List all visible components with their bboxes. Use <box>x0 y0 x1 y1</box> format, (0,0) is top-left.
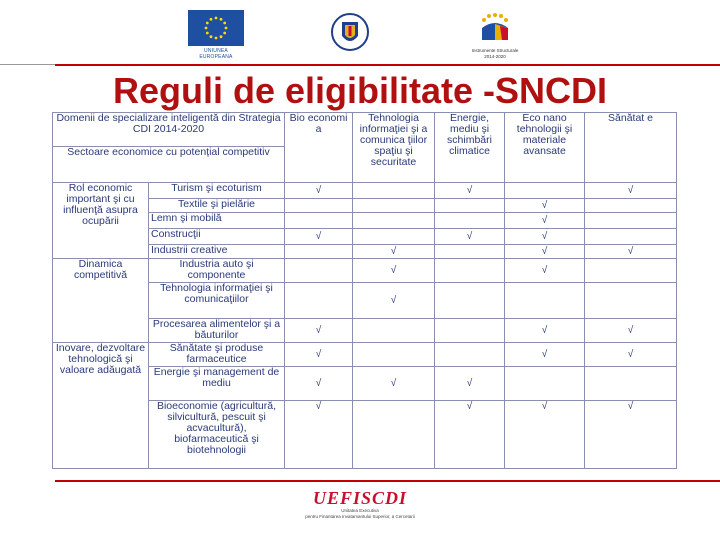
sector-cell: Textile şi pielărie <box>149 199 285 213</box>
eu-logo <box>188 10 244 58</box>
mark-cell <box>353 183 435 199</box>
mark-cell: √ <box>353 367 435 401</box>
group-label: Inovare, dezvoltare tehnologică şi valoare adăugată <box>53 343 149 469</box>
mark-cell <box>353 319 435 343</box>
mark-cell <box>353 229 435 245</box>
mark-cell <box>435 213 505 229</box>
mark-cell <box>435 199 505 213</box>
uefiscdi-caption-1: Unitatea Executiva <box>341 508 379 513</box>
header-health: Sănătat e <box>585 113 677 183</box>
header-sectors: Sectoare economice cu potențial competitiv <box>53 147 285 183</box>
mark-cell: √ <box>585 343 677 367</box>
mark-cell: √ <box>505 199 585 213</box>
sector-cell: Industria auto şi componente <box>149 259 285 283</box>
mark-cell <box>505 283 585 319</box>
mark-cell: √ <box>585 401 677 469</box>
mark-cell <box>585 229 677 245</box>
mark-cell: √ <box>435 183 505 199</box>
table-row <box>53 343 677 367</box>
table-row <box>53 259 677 283</box>
eu-flag-icon <box>188 10 244 46</box>
header-eco-nano: Eco nano tehnologii şi materiale avansate <box>505 113 585 183</box>
sector-cell: Energie şi management de mediu <box>149 367 285 401</box>
mark-cell <box>585 259 677 283</box>
mark-cell <box>505 183 585 199</box>
mark-cell: √ <box>505 343 585 367</box>
mark-cell: √ <box>435 229 505 245</box>
mark-cell: √ <box>505 213 585 229</box>
mark-cell <box>435 245 505 259</box>
mark-cell: √ <box>353 283 435 319</box>
group-label: Dinamica competitivă <box>53 259 149 343</box>
mark-cell <box>585 213 677 229</box>
mark-cell <box>353 343 435 367</box>
mark-cell: √ <box>585 183 677 199</box>
footer-divider <box>55 480 720 482</box>
header-domains: Domenii de specializare inteligentă din Strategia CDI 2014-2020 <box>53 113 285 147</box>
sector-cell: Sănătate şi produse farmaceutice <box>149 343 285 367</box>
structural-instruments-caption: Instrumente Structurale <box>471 48 519 53</box>
structural-instruments-logo <box>462 10 528 58</box>
table-row <box>53 183 677 199</box>
mark-cell: √ <box>285 183 353 199</box>
mark-cell <box>285 259 353 283</box>
mark-cell <box>585 283 677 319</box>
mark-cell: √ <box>505 245 585 259</box>
mark-cell <box>435 343 505 367</box>
mark-cell: √ <box>505 229 585 245</box>
uefiscdi-caption-2: pentru Finantarea Invatamantului Superior, a Cercetarii <box>305 514 415 519</box>
mark-cell: √ <box>285 319 353 343</box>
eligibility-table <box>52 112 677 469</box>
mark-cell: √ <box>285 229 353 245</box>
table-header-row <box>53 113 677 147</box>
mark-cell <box>435 259 505 283</box>
mark-cell: √ <box>353 245 435 259</box>
mark-cell <box>435 319 505 343</box>
mark-cell <box>353 401 435 469</box>
sector-cell: Turism şi ecoturism <box>149 183 285 199</box>
eu-stars-icon <box>188 10 244 46</box>
structural-instruments-icon <box>462 10 528 44</box>
sector-cell: Bioeconomie (agricultură, silvicultură, pescuit şi acvacultură), biofarmaceutică şi biotehnologii <box>149 401 285 469</box>
mark-cell: √ <box>505 259 585 283</box>
mark-cell: √ <box>585 319 677 343</box>
structural-instruments-years: 2014-2020 <box>484 54 506 59</box>
mark-cell: √ <box>505 319 585 343</box>
mark-cell: √ <box>505 401 585 469</box>
mark-cell: √ <box>353 259 435 283</box>
mark-cell: √ <box>285 343 353 367</box>
mark-cell <box>285 283 353 319</box>
mark-cell: √ <box>435 401 505 469</box>
sector-cell: Tehnologia informaţiei şi comunicaţiilor <box>149 283 285 319</box>
mark-cell <box>585 199 677 213</box>
mark-cell <box>285 199 353 213</box>
eligibility-table-wrap <box>52 112 676 468</box>
header-bioeconomy: Bio economi a <box>285 113 353 183</box>
mark-cell <box>285 213 353 229</box>
mark-cell: √ <box>285 401 353 469</box>
government-coat-of-arms-icon <box>330 10 370 58</box>
header-divider-left <box>0 64 55 65</box>
uefiscdi-mark: UEFISCDI <box>312 488 408 508</box>
mark-cell <box>435 283 505 319</box>
header-energy: Energie, mediu şi schimbări climatice <box>435 113 505 183</box>
sector-cell: Industrii creative <box>149 245 285 259</box>
mark-cell <box>505 367 585 401</box>
mark-cell: √ <box>585 245 677 259</box>
eu-caption: UNIUNEA EUROPEANA <box>199 48 233 60</box>
mark-cell <box>353 199 435 213</box>
mark-cell <box>585 367 677 401</box>
page-title: Reguli de eligibilitate -SNCDI <box>112 70 608 111</box>
mark-cell: √ <box>435 367 505 401</box>
header-ict: Tehnologia informaţiei şi a comunica ţiilor spaţiu şi securitate <box>353 113 435 183</box>
sector-cell: Procesarea alimentelor şi a băuturilor <box>149 319 285 343</box>
uefiscdi-logo <box>300 488 420 520</box>
mark-cell <box>285 245 353 259</box>
mark-cell: √ <box>285 367 353 401</box>
sector-cell: Lemn şi mobilă <box>149 213 285 229</box>
mark-cell <box>353 213 435 229</box>
header-divider <box>55 64 720 66</box>
group-label: Rol economic important şi cu influenţă asupra ocupării <box>53 183 149 259</box>
sector-cell: Construcţii <box>149 229 285 245</box>
